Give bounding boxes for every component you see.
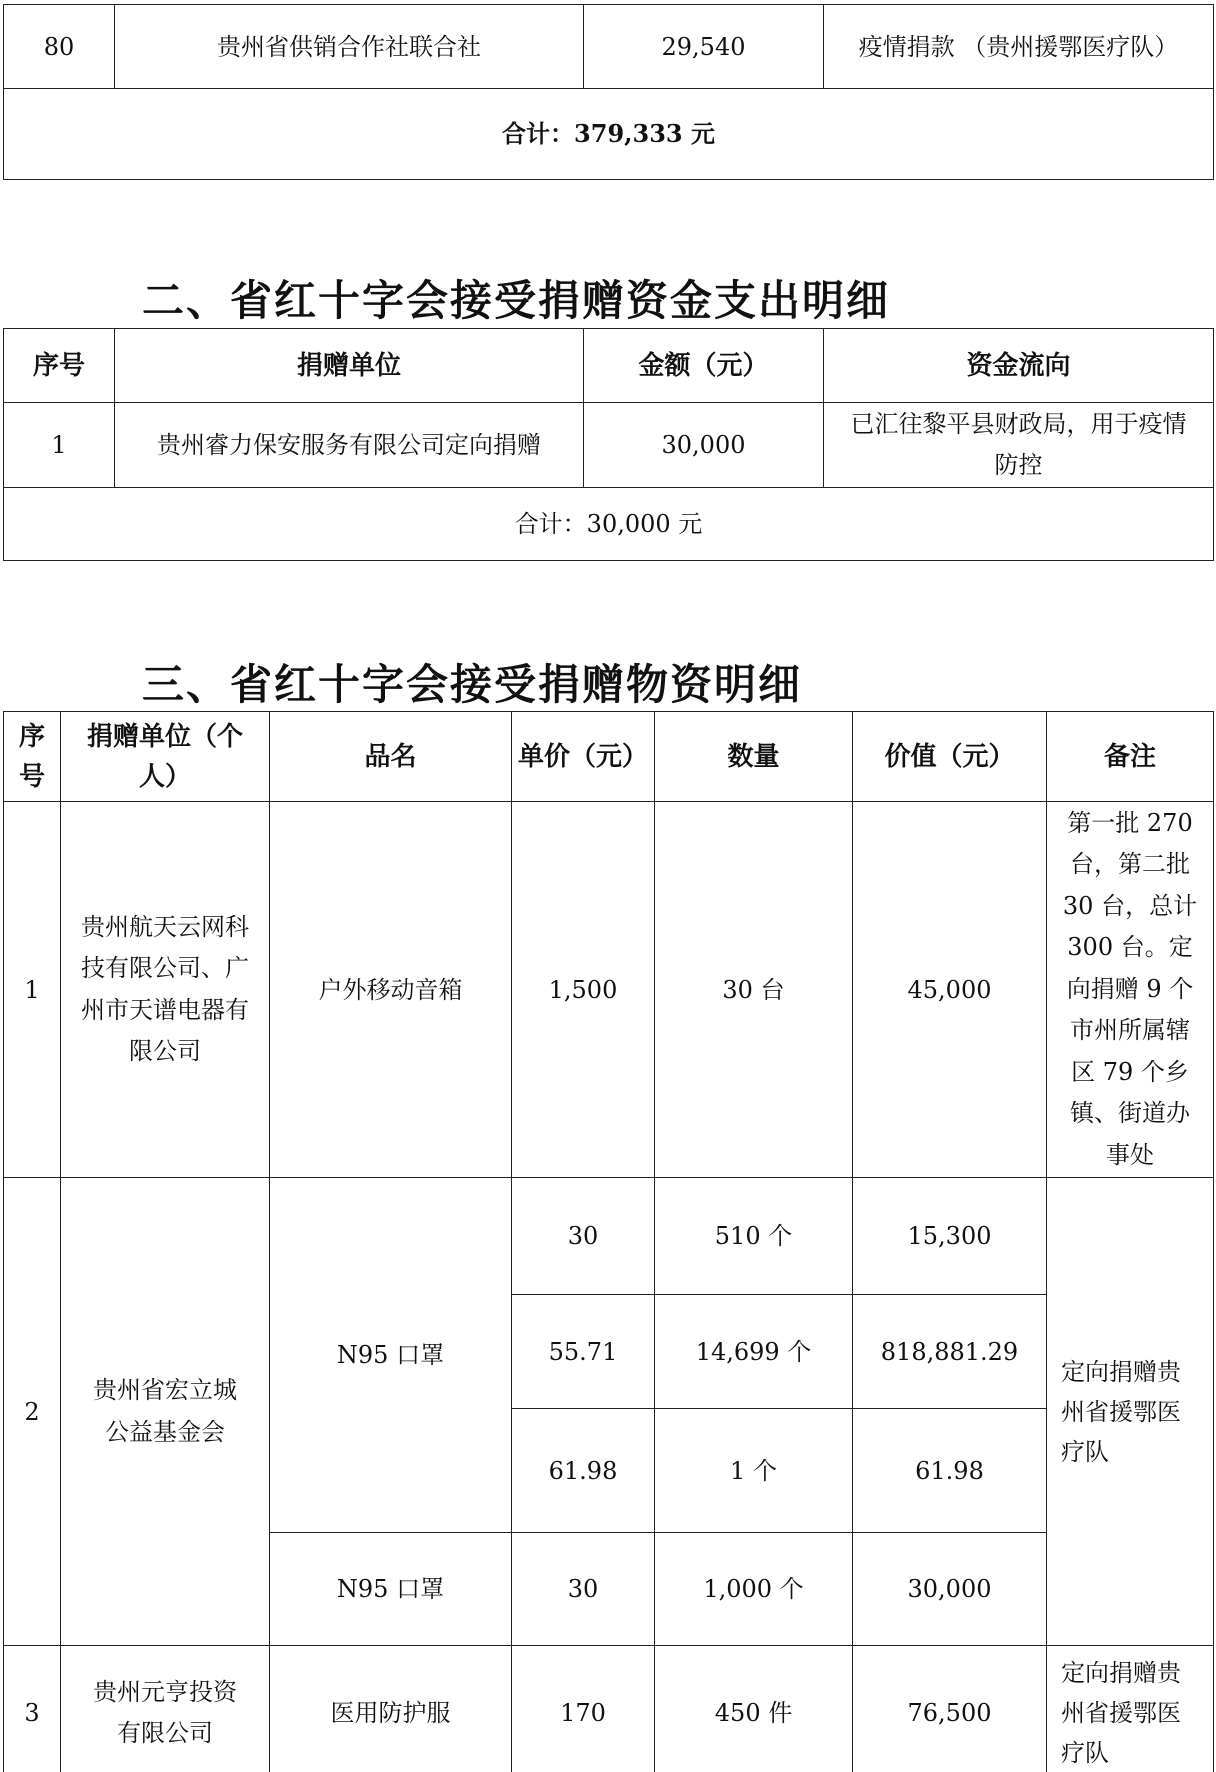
donor-unit: 贵州航天云网科技有限公司、广州市天谱电器有限公司	[61, 802, 270, 1178]
amount: 30,000	[584, 403, 824, 488]
row-number: 2	[4, 1178, 61, 1646]
quantity: 14,699 个	[655, 1295, 853, 1409]
fund-expenditure-table	[3, 328, 1214, 561]
donation-income-table	[3, 4, 1214, 180]
donor-unit: 贵州元亨投资有限公司	[61, 1646, 270, 1772]
header-item: 品名	[270, 712, 512, 802]
section-2-title: 二、省红十字会接受捐赠资金支出明细	[142, 276, 891, 325]
quantity: 30 台	[655, 802, 853, 1178]
total-row	[4, 488, 1214, 561]
row-number: 1	[4, 403, 115, 488]
remark: 第一批 270 台，第二批 30 台，总计 300 台。定向捐赠 9 个市州所属辖区 79 个乡镇、街道办事处	[1047, 802, 1214, 1178]
donor-unit: 贵州省宏立城公益基金会	[61, 1178, 270, 1646]
table-header-row	[4, 712, 1214, 802]
table-row	[4, 403, 1214, 488]
purpose: 疫情捐款 （贵州援鄂医疗队）	[824, 5, 1214, 89]
header-value: 价值（元）	[853, 712, 1047, 802]
item-name: N95 口罩	[270, 1533, 512, 1646]
item-name: 户外移动音箱	[270, 802, 512, 1178]
table-row	[4, 5, 1214, 89]
total-amount: 合计：30,000 元	[4, 488, 1214, 561]
header-no: 序号	[4, 712, 61, 802]
header-unit: 捐赠单位	[115, 329, 584, 403]
unit-price: 170	[512, 1646, 655, 1772]
total-value: 30,000	[853, 1533, 1047, 1646]
header-amount: 金额（元）	[584, 329, 824, 403]
material-donation-table	[3, 711, 1214, 1772]
donor-unit: 贵州省供销合作社联合社	[115, 5, 584, 89]
total-value: 61.98	[853, 1409, 1047, 1533]
header-no: 序号	[4, 329, 115, 403]
total-value: 45,000	[853, 802, 1047, 1178]
total-value: 15,300	[853, 1178, 1047, 1295]
unit-price: 55.71	[512, 1295, 655, 1409]
unit-price: 61.98	[512, 1409, 655, 1533]
quantity: 1,000 个	[655, 1533, 853, 1646]
remark: 定向捐赠贵州省援鄂医疗队	[1047, 1178, 1214, 1646]
remark: 定向捐赠贵州省援鄂医疗队	[1047, 1646, 1214, 1772]
donor-unit: 贵州睿力保安服务有限公司定向捐赠	[115, 403, 584, 488]
header-remark: 备注	[1047, 712, 1214, 802]
table-header-row	[4, 329, 1214, 403]
row-number: 80	[4, 5, 115, 89]
table-row	[4, 1178, 1214, 1295]
fund-flow: 已汇往黎平县财政局，用于疫情防控	[824, 403, 1214, 488]
quantity: 510 个	[655, 1178, 853, 1295]
header-price: 单价（元）	[512, 712, 655, 802]
quantity: 450 件	[655, 1646, 853, 1772]
unit-price: 30	[512, 1178, 655, 1295]
table-row	[4, 1646, 1214, 1772]
unit-price: 30	[512, 1533, 655, 1646]
unit-price: 1,500	[512, 802, 655, 1178]
total-value: 76,500	[853, 1646, 1047, 1772]
table-row	[4, 802, 1214, 1178]
total-amount: 合计：379,333 元	[4, 89, 1214, 180]
header-unit: 捐赠单位（个人）	[61, 712, 270, 802]
row-number: 1	[4, 802, 61, 1178]
total-value: 818,881.29	[853, 1295, 1047, 1409]
item-name: 医用防护服	[270, 1646, 512, 1772]
item-name: N95 口罩	[270, 1178, 512, 1533]
header-flow: 资金流向	[824, 329, 1214, 403]
section-3-title: 三、省红十字会接受捐赠物资明细	[142, 660, 803, 709]
amount: 29,540	[584, 5, 824, 89]
total-row	[4, 89, 1214, 180]
quantity: 1 个	[655, 1409, 853, 1533]
row-number: 3	[4, 1646, 61, 1772]
header-qty: 数量	[655, 712, 853, 802]
